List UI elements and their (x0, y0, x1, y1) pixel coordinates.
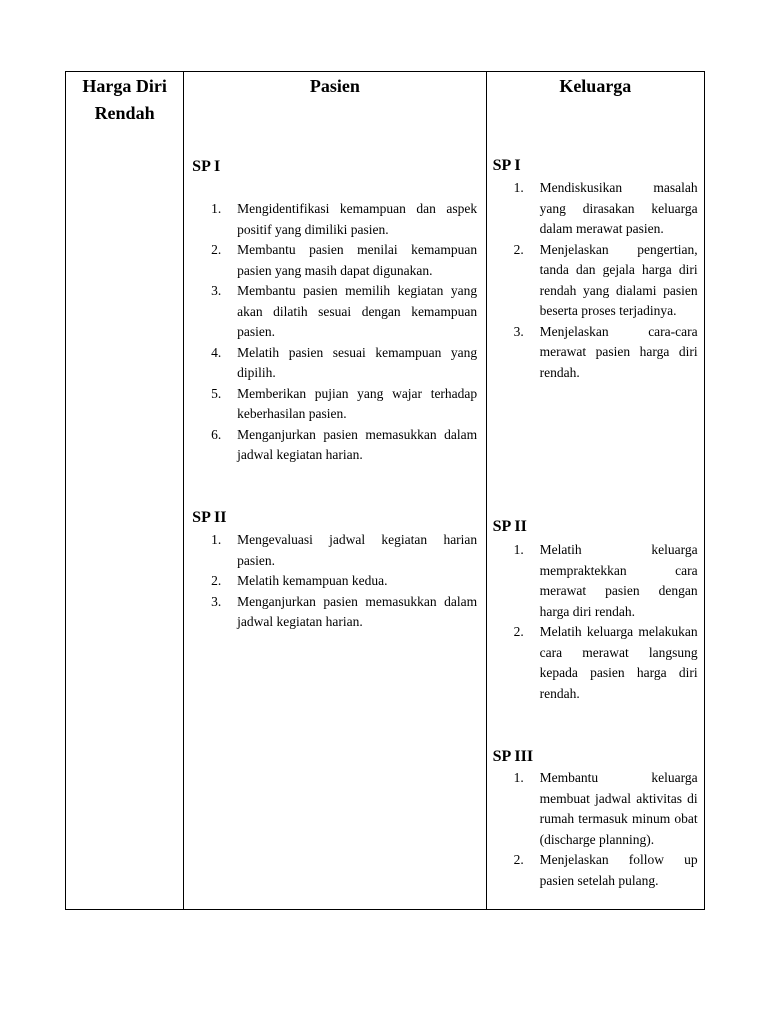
list-item-text: Menganjurkan pasien memasukkan dalam jadwal kegiatan harian. (237, 593, 478, 629)
list-item-number: 2. (513, 624, 524, 639)
header-pasien: Pasien (309, 76, 360, 96)
list-item-number: 3. (513, 323, 524, 339)
keluarga-sp2-title: SP II (492, 518, 527, 535)
list-item (513, 622, 698, 704)
list-item-text: Mendiskusikan masalah yang dirasakan keluarga dalam merawat pasien. (539, 180, 698, 236)
list-item-text: Mengevaluasi jadwal kegiatan harian pasien. (237, 532, 478, 568)
list-item (211, 530, 478, 571)
keluarga-sp1-list (513, 178, 698, 383)
list-item (211, 281, 478, 343)
list-item (211, 384, 478, 425)
list-item (211, 425, 478, 466)
list-item-number: 1. (211, 201, 222, 216)
list-item (513, 240, 698, 322)
diagnosis-column (66, 72, 184, 910)
list-item-text: Menjelaskan cara-cara merawat pasien harga diri rendah. (539, 323, 698, 380)
list-item-text: Menjelaskan pengertian, tanda dan gejala harga diri rendah yang dialami pasien beserta proses terjadinya. (539, 241, 698, 318)
keluarga-sp3-list (513, 768, 698, 891)
list-item (211, 240, 478, 281)
header-keluarga: Keluarga (559, 76, 632, 96)
list-item (513, 850, 698, 891)
list-item-number: 2. (513, 852, 524, 867)
list-item-number: 2. (211, 242, 222, 257)
list-item (211, 343, 478, 384)
list-item-number: 1. (513, 770, 524, 785)
keluarga-sp3-title: SP III (492, 748, 534, 765)
list-item-number: 3. (211, 283, 222, 298)
list-item-text: Melatih pasien sesuai kemampuan yang dipilih. (237, 344, 478, 380)
list-item-number: 1. (513, 180, 524, 195)
list-item-text: Menjelaskan follow up pasien setelah pulang. (539, 852, 698, 888)
list-item-number: 4. (211, 344, 222, 360)
list-item (211, 199, 478, 240)
list-item-text: Melatih kemampuan kedua. (237, 573, 388, 588)
pasien-sp1-list (211, 199, 478, 466)
list-item-text: Membantu pasien memilih kegiatan yang akan dilatih sesuai dengan kemampuan pasien. (237, 283, 478, 339)
list-item (211, 592, 478, 633)
list-item (513, 178, 698, 240)
list-item-number: 1. (513, 542, 524, 557)
list-item-number: 1. (211, 532, 222, 547)
list-item-number: 5. (211, 385, 222, 401)
keluarga-sp2-list (513, 540, 698, 704)
list-item-text: Melatih keluarga melakukan cara merawat langsung kepada pasien harga diri rendah. (539, 624, 698, 701)
list-item (513, 540, 698, 622)
list-item-number: 2. (513, 241, 524, 257)
list-item-text: Mengidentifikasi kemampuan dan aspek positif yang dimiliki pasien. (237, 201, 478, 237)
pasien-sp2-title: SP II (192, 509, 227, 526)
keluarga-sp1-title: SP I (492, 157, 521, 174)
header-harga-diri-rendah: Harga Diri Rendah (82, 76, 167, 123)
list-item-number: 3. (211, 593, 222, 609)
table-row (66, 72, 705, 910)
list-item-text: Menganjurkan pasien memasukkan dalam jadwal kegiatan harian. (237, 426, 478, 462)
list-item-number: 6. (211, 426, 222, 442)
pasien-sp1-title: SP I (192, 158, 221, 175)
list-item-text: Melatih keluarga mempraktekkan cara merawat pasien dengan harga diri rendah. (539, 542, 698, 619)
list-item-text: Membantu pasien menilai kemampuan pasien yang masih dapat digunakan. (237, 242, 478, 278)
list-item-number: 2. (211, 573, 222, 588)
list-item-text: Membantu keluarga membuat jadwal aktivitas di rumah termasuk minum obat (discharge planning). (539, 770, 698, 847)
list-item (513, 322, 698, 384)
care-plan-table (65, 71, 705, 910)
list-item-text: Memberikan pujian yang wajar terhadap keberhasilan pasien. (237, 385, 478, 421)
pasien-sp2-list (211, 530, 478, 633)
pasien-column (184, 72, 486, 910)
keluarga-column (486, 72, 704, 910)
list-item (513, 768, 698, 850)
list-item (211, 571, 477, 592)
